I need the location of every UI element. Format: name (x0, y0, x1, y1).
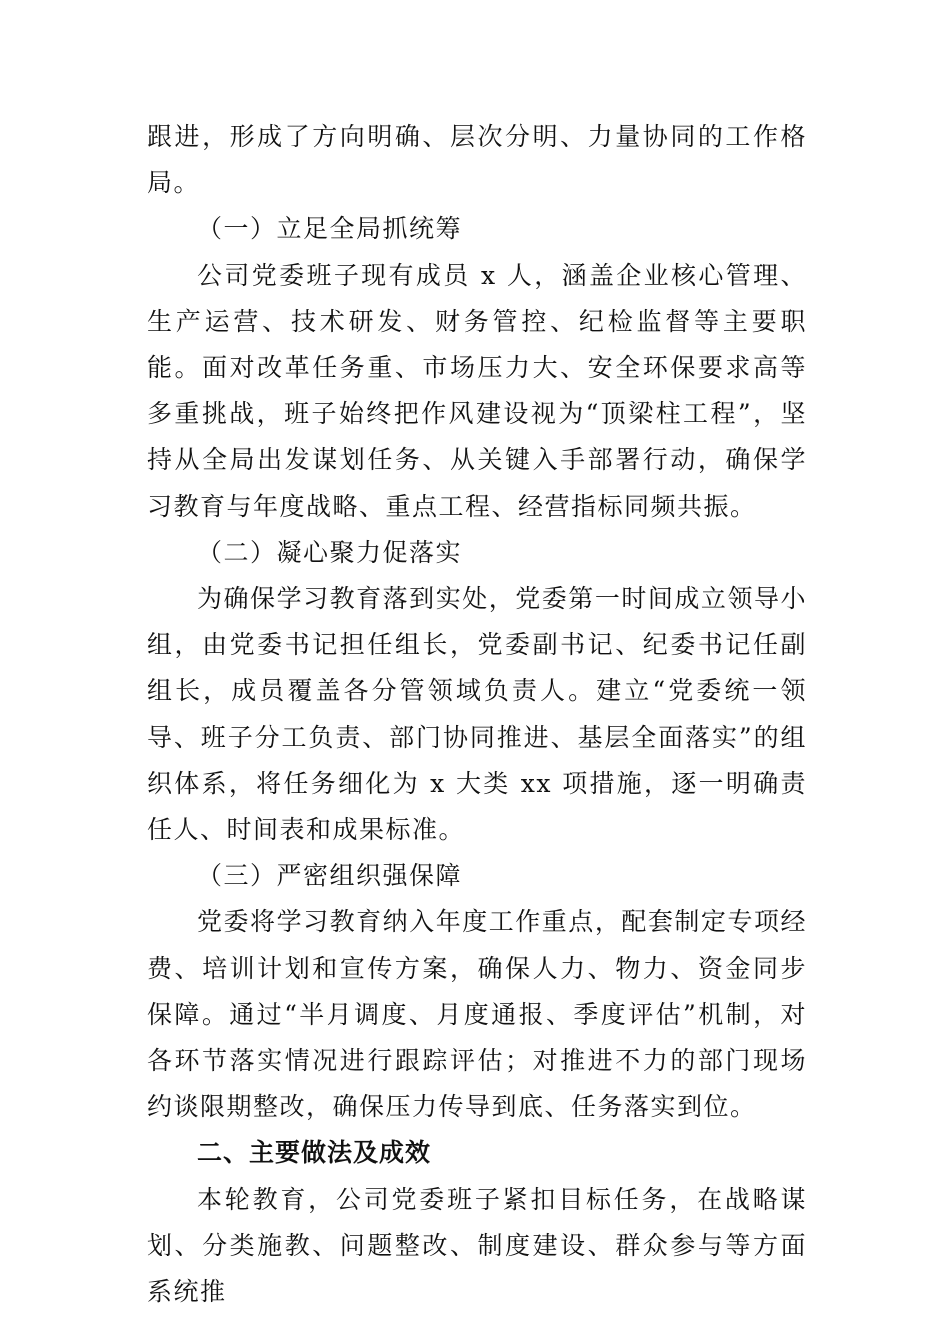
lead-paragraph: 跟进，形成了方向明确、层次分明、力量协同的工作格局。 (147, 122, 807, 198)
section-1-body: 公司党委班子现有成员 x 人，涵盖企业核心管理、生产运营、技术研发、财务管控、纪检监督等主要职能。面对改革任务重、市场压力大、安全环保要求高等多重挑战，班子始终把作风建设视为“顶梁柱工程”，坚持从全局出发谋划任务、从关键入手部署行动，确保学习教育与年度战略、重点工程、经营指标同频共振。 (147, 260, 807, 521)
section-3-heading: （三）严密组织强保障 (197, 861, 463, 891)
document-content (147, 114, 807, 1315)
chapter-2-body: 本轮教育，公司党委班子紧扣目标任务，在战略谋划、分类施教、问题整改、制度建设、群众参与等方面系统推 (147, 1184, 807, 1307)
section-2-body: 为确保学习教育落到实处，党委第一时间成立领导小组，由党委书记担任组长，党委副书记、纪委书记任副组长，成员覆盖各分管领域负责人。建立“党委统一领导、班子分工负责、部门协同推进、基层全面落实”的组织体系，将任务细化为 x 大类 xx 项措施，逐一明确责任人、时间表和成果标准。 (147, 584, 807, 845)
chapter-2-heading: 二、主要做法及成效 (197, 1138, 432, 1168)
section-1-heading: （一）立足全局抓统筹 (197, 214, 463, 244)
section-2-heading: （二）凝心聚力促落实 (197, 537, 463, 567)
section-3-body: 党委将学习教育纳入年度工作重点，配套制定专项经费、培训计划和宣传方案，确保人力、物力、资金同步保障。通过“半月调度、月度通报、季度评估”机制，对各环节落实情况进行跟踪评估；对推进不力的部门现场约谈限期整改，确保压力传导到底、任务落实到位。 (147, 907, 807, 1122)
